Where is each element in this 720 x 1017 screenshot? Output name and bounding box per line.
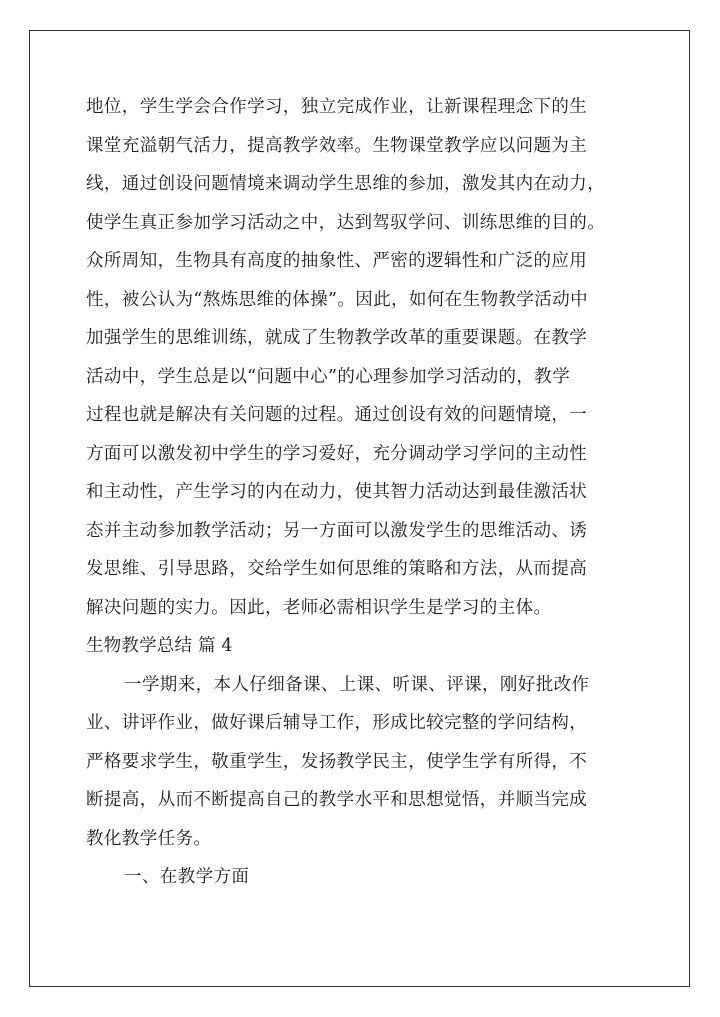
text-line: 一学期来，本人仔细备课、上课、听课、评课，刚好批改作: [124, 674, 590, 695]
text-line: 地位，学生学会合作学习，独立完成作业，让新课程理念下的生: [86, 97, 588, 117]
text-line: 使学生真正参加学习活动之中，达到驾驭学问、训练思维的目的。: [86, 212, 606, 233]
text-line: 加强学生的思维训练，就成了生物教学改革的重要课题。在教学: [86, 328, 588, 348]
text-line: 发思维、引导思路，交给学生如何思维的策略和方法，从而提高: [86, 559, 588, 579]
text-line: 方面可以激发初中学生的学习爱好，充分调动学习学问的主动性: [86, 443, 588, 464]
section-heading: 生物教学总结 篇 4: [86, 636, 233, 656]
text-line: 教化教学任务。: [86, 828, 212, 849]
text-line: 线，通过创设问题情境来调动学生思维的参加，激发其内在动力，: [86, 174, 606, 194]
text-line: 过程也就是解决有关问题的过程。通过创设有效的问题情境，一: [86, 405, 588, 425]
document-body: [86, 88, 638, 897]
paragraph-2: [86, 666, 638, 859]
paragraph-1: [86, 88, 638, 627]
text-line: 态并主动参加教学活动；另一方面可以激发学生的思维活动、诱: [86, 520, 588, 541]
text-line: 断提高，从而不断提高自己的教学水平和思想觉悟，并顺当完成: [86, 790, 588, 810]
subheading: 一、在教学方面: [124, 867, 250, 887]
text-line: 活动中，学生总是以“问题中心”的心理参加学习活动的，教学: [86, 366, 571, 387]
text-line: 众所周知，生物具有高度的抽象性、严密的逻辑性和广泛的应用: [86, 251, 588, 271]
text-line: 严格要求学生，敬重学生，发扬教学民主，使学生学有所得，不: [86, 751, 588, 772]
text-line: 业、讲评作业，做好课后辅导工作，形成比较完整的学问结构，: [86, 713, 588, 733]
text-line: 性，被公认为“熬炼思维的体操”。因此，如何在生物教学活动中: [86, 289, 588, 310]
text-line: 解决问题的实力。因此，老师必需相识学生是学习的主体。: [86, 597, 552, 618]
text-line: 课堂充溢朝气活力，提高教学效率。生物课堂教学应以问题为主: [86, 135, 588, 156]
text-line: 和主动性，产生学习的内在动力，使其智力活动达到最佳激活状: [86, 482, 588, 502]
